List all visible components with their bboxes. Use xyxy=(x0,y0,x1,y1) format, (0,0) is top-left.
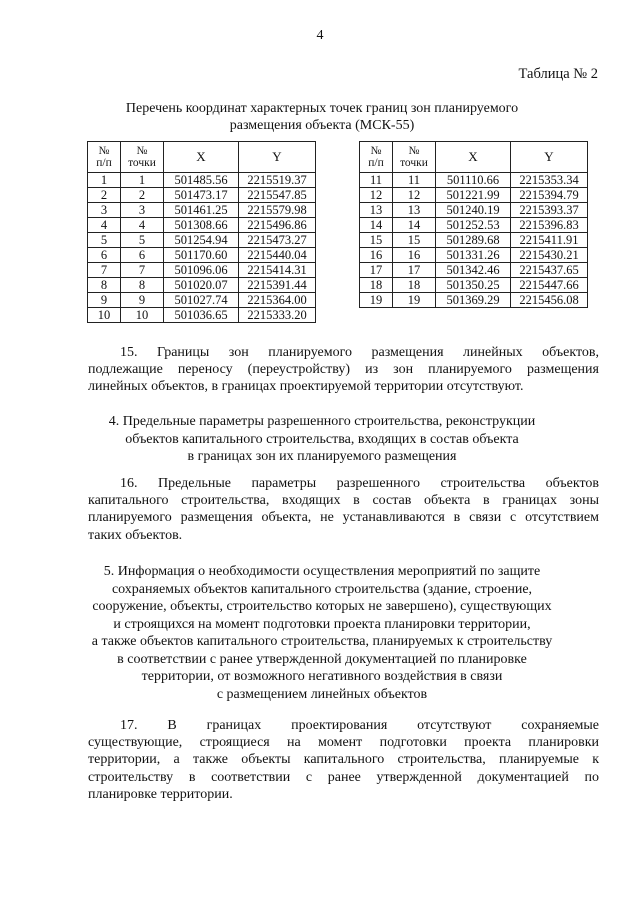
heading-line: а также объектов капитального строительства, планируемых к строительству xyxy=(91,634,553,649)
paragraph-line: планировке территории. xyxy=(88,786,233,802)
cell-row-number: 7 xyxy=(88,263,121,278)
cell-point-number: 2 xyxy=(121,188,164,203)
cell-y: 2215364.00 xyxy=(239,293,316,308)
cell-row-number: 9 xyxy=(88,293,121,308)
table-title-line: размещения объекта (МСК-55) xyxy=(229,118,415,133)
cell-x: 501170.60 xyxy=(164,248,239,263)
table-row xyxy=(360,203,588,218)
table-row xyxy=(88,218,316,233)
table-row xyxy=(88,308,316,323)
cell-row-number: 6 xyxy=(88,248,121,263)
cell-x: 501289.68 xyxy=(436,233,511,248)
paragraph-line: 17. В границах проектирования отсутствуют сохраняемые xyxy=(120,718,599,733)
table-row xyxy=(360,263,588,278)
cell-x: 501254.94 xyxy=(164,233,239,248)
cell-row-number: 4 xyxy=(88,218,121,233)
table-title xyxy=(60,100,584,134)
cell-point-number: 3 xyxy=(121,203,164,218)
table-row xyxy=(360,188,588,203)
table-row xyxy=(360,278,588,293)
heading-line: в соответствии с ранее утвержденной документацией по планировке xyxy=(117,651,527,667)
paragraph-line: 15. Границы зон планируемого размещения линейных объектов, xyxy=(120,345,599,360)
cell-point-number: 9 xyxy=(121,293,164,308)
cell-y: 2215430.21 xyxy=(511,248,588,263)
table-header-row xyxy=(88,142,316,173)
cell-x: 501020.07 xyxy=(164,278,239,293)
cell-x: 501473.17 xyxy=(164,188,239,203)
paragraph-line: капитального строительства, входящих в состав объекта в границах зоны xyxy=(88,493,599,509)
cell-row-number: 14 xyxy=(360,218,393,233)
cell-x: 501485.56 xyxy=(164,173,239,188)
cell-x: 501240.19 xyxy=(436,203,511,218)
cell-y: 2215437.65 xyxy=(511,263,588,278)
cell-point-number: 12 xyxy=(393,188,436,203)
table-row xyxy=(360,248,588,263)
table-row xyxy=(88,293,316,308)
col-header-num: № п/п xyxy=(360,142,393,173)
paragraph-line: 16. Предельные параметры разрешенного строительства объектов xyxy=(120,476,599,491)
col-header-point: № точки xyxy=(393,142,436,173)
col-header-y: Y xyxy=(511,142,588,173)
table-row xyxy=(360,293,588,308)
col-header-point: № точки xyxy=(121,142,164,173)
table-header-row xyxy=(360,142,588,173)
cell-y: 2215496.86 xyxy=(239,218,316,233)
table-row xyxy=(88,248,316,263)
cell-row-number: 15 xyxy=(360,233,393,248)
cell-row-number: 16 xyxy=(360,248,393,263)
cell-row-number: 10 xyxy=(88,308,121,323)
col-header-x: X xyxy=(164,142,239,173)
paragraph-line: территории, а также объекты капитального строительства, планируемые к xyxy=(88,752,599,768)
cell-x: 501221.99 xyxy=(436,188,511,203)
cell-y: 2215353.34 xyxy=(511,173,588,188)
cell-y: 2215391.44 xyxy=(239,278,316,293)
paragraph-line: подлежащие переносу (переустройству) из зон планируемого размещения xyxy=(88,362,599,378)
cell-y: 2215411.91 xyxy=(511,233,588,248)
cell-row-number: 3 xyxy=(88,203,121,218)
cell-x: 501461.25 xyxy=(164,203,239,218)
table-row xyxy=(88,263,316,278)
cell-point-number: 6 xyxy=(121,248,164,263)
cell-y: 2215396.83 xyxy=(511,218,588,233)
page-number: 4 xyxy=(316,28,324,43)
cell-point-number: 15 xyxy=(393,233,436,248)
cell-y: 2215394.79 xyxy=(511,188,588,203)
cell-point-number: 13 xyxy=(393,203,436,218)
cell-point-number: 11 xyxy=(393,173,436,188)
heading-line: и строящихся на момент подготовки проекта планировки территории, xyxy=(113,616,531,632)
table-title-line: Перечень координат характерных точек границ зон планируемого xyxy=(125,101,519,116)
cell-y: 2215393.37 xyxy=(511,203,588,218)
cell-x: 501308.66 xyxy=(164,218,239,233)
cell-point-number: 10 xyxy=(121,308,164,323)
cell-y: 2215473.27 xyxy=(239,233,316,248)
heading-line: сооружение, объекты, строительство которых не завершено), существующих xyxy=(92,599,552,614)
cell-x: 501096.06 xyxy=(164,263,239,278)
table-row xyxy=(360,233,588,248)
paragraph-line: планируемого размещения объекта, не устанавливаются в связи с отсутствием xyxy=(88,510,599,526)
col-header-x: X xyxy=(436,142,511,173)
cell-point-number: 4 xyxy=(121,218,164,233)
table-row xyxy=(88,278,316,293)
paragraph-line: строительству в соответствии с ранее утвержденной документацией по xyxy=(88,769,599,785)
section-heading-5 xyxy=(60,563,584,703)
cell-y: 2215447.66 xyxy=(511,278,588,293)
paragraph-line: существующие, строящиеся на момент подготовки проекта планировки xyxy=(88,735,599,751)
paragraph-16 xyxy=(88,475,599,544)
paragraph-line: таких объектов. xyxy=(88,527,183,543)
heading-line: с размещением линейных объектов xyxy=(216,686,428,702)
cell-point-number: 19 xyxy=(393,293,436,308)
cell-row-number: 13 xyxy=(360,203,393,218)
cell-point-number: 17 xyxy=(393,263,436,278)
paragraph-15 xyxy=(88,344,599,396)
cell-y: 2215579.98 xyxy=(239,203,316,218)
section-heading-4 xyxy=(60,413,584,466)
cell-point-number: 16 xyxy=(393,248,436,263)
cell-x: 501342.46 xyxy=(436,263,511,278)
cell-y: 2215333.20 xyxy=(239,308,316,323)
cell-point-number: 14 xyxy=(393,218,436,233)
heading-line: территории, от возможного негативного воздействия в связи xyxy=(141,669,503,684)
cell-x: 501331.26 xyxy=(436,248,511,263)
cell-row-number: 19 xyxy=(360,293,393,308)
table-row xyxy=(88,203,316,218)
table-row xyxy=(88,188,316,203)
heading-line: объектов капитального строительства, входящих в состав объекта xyxy=(125,431,519,447)
cell-row-number: 17 xyxy=(360,263,393,278)
cell-row-number: 1 xyxy=(88,173,121,188)
cell-x: 501252.53 xyxy=(436,218,511,233)
col-header-num: № п/п xyxy=(88,142,121,173)
col-header-y: Y xyxy=(239,142,316,173)
cell-point-number: 18 xyxy=(393,278,436,293)
cell-x: 501369.29 xyxy=(436,293,511,308)
table-row xyxy=(88,233,316,248)
cell-point-number: 1 xyxy=(121,173,164,188)
table-label: Таблица № 2 xyxy=(518,66,598,82)
cell-x: 501027.74 xyxy=(164,293,239,308)
heading-line: 4. Предельные параметры разрешенного строительства, реконструкции xyxy=(108,414,536,429)
table-row xyxy=(88,173,316,188)
cell-y: 2215456.08 xyxy=(511,293,588,308)
cell-y: 2215547.85 xyxy=(239,188,316,203)
cell-row-number: 12 xyxy=(360,188,393,203)
cell-row-number: 8 xyxy=(88,278,121,293)
coordinates-table-left xyxy=(87,141,316,323)
coordinates-table-right xyxy=(359,141,588,308)
table-row xyxy=(360,218,588,233)
table-row xyxy=(360,173,588,188)
heading-line: 5. Информация о необходимости осуществления мероприятий по защите xyxy=(103,564,541,579)
cell-point-number: 7 xyxy=(121,263,164,278)
cell-x: 501350.25 xyxy=(436,278,511,293)
cell-x: 501036.65 xyxy=(164,308,239,323)
cell-row-number: 18 xyxy=(360,278,393,293)
paragraph-line: линейных объектов, в границах проектируемой территории отсутствуют. xyxy=(88,379,524,395)
heading-line: сохраняемых объектов капитального строительства (здание, строение, xyxy=(111,581,533,597)
cell-y: 2215440.04 xyxy=(239,248,316,263)
cell-x: 501110.66 xyxy=(436,173,511,188)
paragraph-17 xyxy=(88,717,599,803)
cell-row-number: 2 xyxy=(88,188,121,203)
heading-line: в границах зон их планируемого размещения xyxy=(187,449,457,464)
cell-y: 2215414.31 xyxy=(239,263,316,278)
cell-point-number: 8 xyxy=(121,278,164,293)
cell-point-number: 5 xyxy=(121,233,164,248)
cell-row-number: 11 xyxy=(360,173,393,188)
cell-y: 2215519.37 xyxy=(239,173,316,188)
cell-row-number: 5 xyxy=(88,233,121,248)
